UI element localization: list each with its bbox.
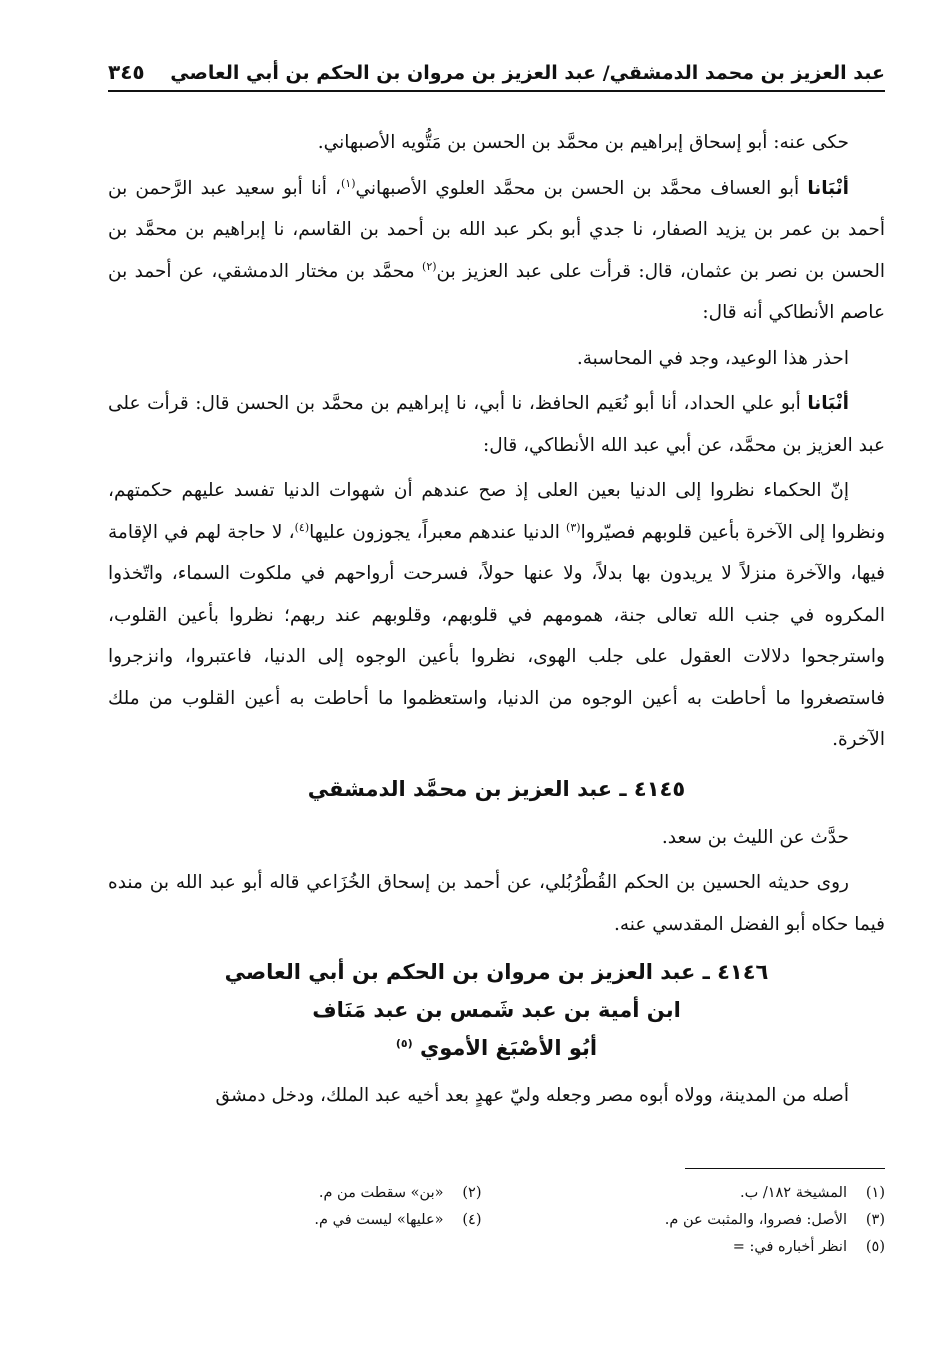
footnote-ref: (١)	[340, 176, 356, 190]
paragraph-text: محمَّد بن مختار الدمشقي، عن أحمد بن عاصم الأنطاكي أنه قال:	[108, 260, 885, 323]
entry-heading-line: ٤١٤٦ ـ عبد العزيز بن مروان بن الحكم بن أبي العاصي	[224, 960, 769, 984]
paragraph: حدَّث عن الليث بن سعد.	[661, 826, 849, 848]
running-title: عبد العزيز بن محمد الدمشقي/ عبد العزيز بن مروان بن الحكم بن أبي العاصي	[170, 62, 885, 84]
paragraph: احذر هذا الوعيد، وجد في المحاسبة.	[576, 347, 849, 369]
footnote-text: انظر أخباره في: =	[732, 1239, 847, 1255]
entry-kunya: أبُو الأصْبَغ الأموي	[419, 1036, 598, 1060]
footnote-ref: (٥)	[395, 1037, 413, 1050]
paragraph	[108, 470, 885, 761]
entry-heading	[108, 953, 885, 1067]
footnote-number: (٤)	[462, 1212, 482, 1228]
footnote-ref: (٤)	[294, 520, 310, 534]
main-text	[108, 122, 885, 1121]
footnote-ref: (٢)	[422, 259, 437, 273]
paragraph: روى حديثه الحسين بن الحكم القُطْرُبُلي، عن أحمد بن إسحاق الخُزَاعي قاله أبو عبد الله بن منده فيما حكاه أبو الفضل المقدسي عنه.	[108, 872, 885, 935]
paragraph-text: ، أنا أبو سعيد عبد الرَّحمن بن أحمد بن عمر بن يزيد الصفار، نا جدي أبو بكر عبد الله بن أحمد بن القاسم، نا إبراهيم بن محمَّد بن الحسن بن نصر بن عثمان، قال: قرأت على عبد العزيز بن	[108, 177, 885, 282]
paragraph-text: إنّ الحكماء نظروا إلى الدنيا بعين العلى إذ صح عندهم أن شهوات الدنيا تفسد عليهم حكمتهم، ونظروا إلى الآخرة بأعين قلوبهم فصيّروا	[108, 480, 885, 543]
entry-heading-line: ابن أمية بن عبد شَمس بن عبد مَنَاف	[312, 998, 681, 1022]
footnote-text: «عليها» ليست في م.	[314, 1212, 444, 1228]
footnote-number: (١)	[865, 1185, 885, 1201]
footnote	[108, 1180, 482, 1207]
footnote-text: «بن» سقطت من م.	[318, 1185, 444, 1201]
isnad-keyword: أنْبَانا	[807, 177, 849, 199]
page-number: ٣٤٥	[108, 60, 145, 84]
paragraph-text: الدنيا عندهم معبراً، يجوزون عليها	[309, 521, 567, 543]
footnotes	[108, 1180, 885, 1261]
paragraph: حكى عنه: أبو إسحاق إبراهيم بن محمَّد بن الحسن بن مَتُّويه الأصبهاني.	[317, 132, 849, 153]
paragraph-text: أبو علي الحداد، أنا أبو نُعَيم الحافظ، نا أبي، نا إبراهيم بن محمَّد بن الحسن قال: قرأت على عبد العزيز بن محمَّد، عن أبي عبد الله الأنطاكي، قال:	[108, 393, 885, 456]
paragraph-text: أبو العساف محمَّد بن الحسن بن محمَّد العلوي الأصبهاني	[355, 177, 808, 199]
footnote	[512, 1180, 886, 1207]
isnad-keyword: أنْبَانا	[807, 393, 849, 414]
footnote	[512, 1207, 886, 1234]
paragraph-text: ، لا حاجة لهم في الإقامة فيها، والآخرة منزلاً لا يريدون بها بدلاً، ولا عنها حولاً، فسرحت أرواحهم في ملكوت السماء، واتّخذوا المكروه في جنب الله تعالى جنة، همومهم في قلوبهم، وقلوبهم عند ربهم؛ نظروا بأعين القلوب، واسترجحوا دلالات العقول على جلب الهوى، نظروا بأعين الوجوه إلى الدنيا، فاعتبروا، وانزجروا فاستصغروا ما أحاطت به أعين الوجوه من الدنيا، واستعظموا ما أحاطت به أعين القلوب من ملك الآخرة.	[108, 521, 885, 750]
footnote	[512, 1234, 886, 1261]
entry-heading-line	[108, 1029, 885, 1067]
entry-heading: ٤١٤٥ ـ عبد العزيز بن محمَّد الدمشقي	[307, 776, 686, 801]
footnote-number: (٣)	[865, 1212, 885, 1228]
running-header	[108, 52, 885, 92]
footnote-divider	[685, 1168, 885, 1169]
footnote-number: (٢)	[462, 1185, 482, 1201]
footnote-number: (٥)	[865, 1239, 885, 1255]
footnote	[108, 1207, 482, 1234]
paragraph: أصله من المدينة، وولاه أبوه مصر وجعله وليّ عهدٍ بعد أخيه عبد الملك، ودخل دمشق	[215, 1085, 849, 1106]
footnote-ref: (٣)	[566, 520, 581, 534]
footnote-text: الأصل: فصروا، والمثبت عن م.	[664, 1212, 847, 1228]
paragraph	[108, 383, 885, 466]
footnote-text: المشيخة ١٨٢/ ب.	[739, 1185, 847, 1201]
paragraph	[108, 168, 885, 334]
